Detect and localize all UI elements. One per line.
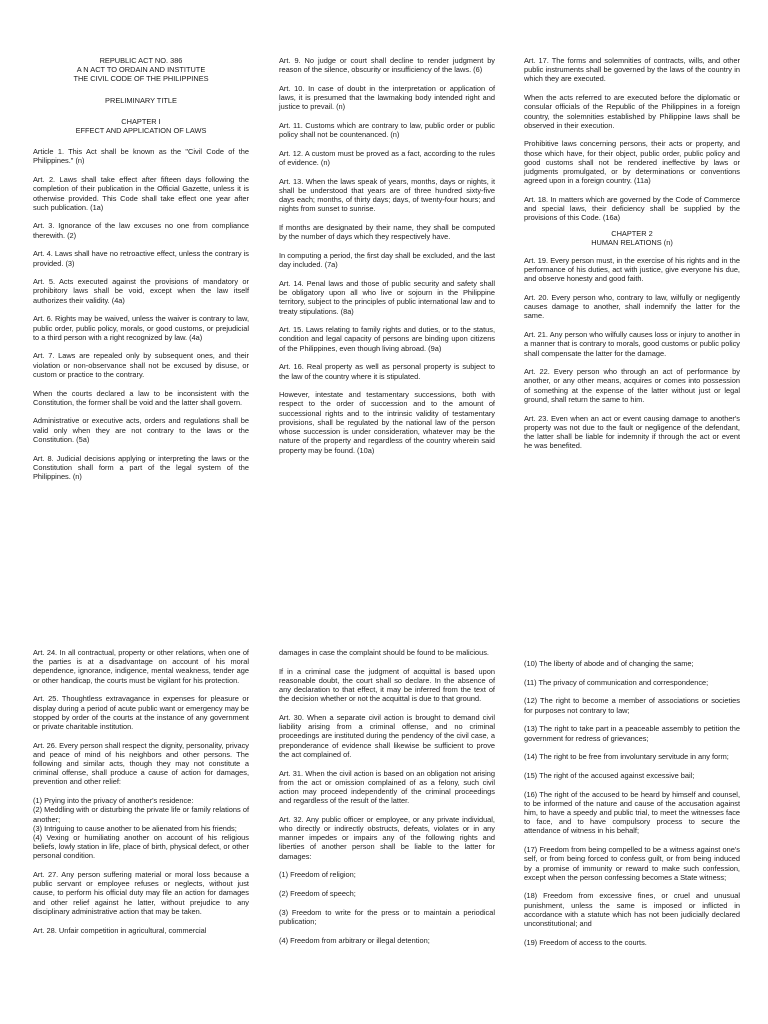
list-item: (12) The right to become a member of associations or societies for purposes not contrary to law; bbox=[524, 696, 740, 715]
article-paragraph: Art. 24. In all contractual, property or other relations, when one of the parties is at a disadvantage on account of his moral dependence, ignorance, indigence, mental weakness, tender age or other handicap, the courts must be vigilant for his protection. bbox=[33, 648, 249, 685]
list-item: (4) Vexing or humiliating another on account of his religious beliefs, lowly station in life, place of birth, physical defect, or other personal condition. bbox=[33, 832, 249, 861]
page1-column-3 bbox=[524, 56, 740, 460]
article-paragraph: Art. 13. When the laws speak of years, months, days or nights, it shall be understood that years are of three hundred sixty-five days each; months, of thirty days; days, of twenty-four hours; and nights from sunset to sunrise. bbox=[279, 176, 495, 214]
article-paragraph: Art. 9. No judge or court shall decline to render judgment by reason of the silence, obscurity or insufficiency of the laws. (6) bbox=[279, 56, 495, 75]
list-item: (10) The liberty of abode and of changing the same; bbox=[524, 659, 694, 668]
list-item: (4) Freedom from arbitrary or illegal detention; bbox=[279, 935, 430, 945]
article-paragraph: When the acts referred to are executed before the diplomatic or consular officials of the Republic of the Philippines in a foreign country, the solemnities established by Philippine laws shall be observed in their execution. bbox=[524, 93, 740, 130]
list-item: (1) Prying into the privacy of another's residence: bbox=[33, 796, 194, 806]
chapter-heading: CHAPTER I bbox=[121, 116, 161, 126]
chapter-title: HUMAN RELATIONS (n) bbox=[591, 237, 673, 247]
article-paragraph: damages in case the complaint should be found to be malicious. bbox=[279, 648, 489, 657]
article-paragraph: Article 1. This Act shall be known as the "Civil Code of the Philippines." (n) bbox=[33, 147, 249, 166]
list-item: (13) The right to take part in a peaceable assembly to petition the government for redress of grievances; bbox=[524, 724, 740, 743]
article-paragraph: Art. 6. Rights may be waived, unless the waiver is contrary to law, public order, public policy, morals, or good customs, or prejudicial to a third person with a right recognized by law. (4a) bbox=[33, 314, 249, 342]
list-item: (3) Intriguing to cause another to be alienated from his friends; bbox=[33, 823, 237, 833]
article-paragraph: Art. 31. When the civil action is based on an obligation not arising from the act or omission complained of as a felony, such civil action may proceed independently of the criminal proceedings and regardless of the result of the latter. bbox=[279, 768, 495, 806]
list-item: (16) The right of the accused to be heard by himself and counsel, to be informed of the nature and cause of the accusation against him, to have a speedy and public trial, to meet the witnesses face to face, and to have compulsory process to secure the attendance of witness in his behalf; bbox=[524, 789, 740, 836]
article-paragraph: Art. 19. Every person must, in the exercise of his rights and in the performance of his duties, act with justice, give everyone his due, and observe honesty and good faith. bbox=[524, 255, 740, 284]
list-item: (17) Freedom from being compelled to be a witness against one's self, or from being forced to confess guilt, or from being induced by a promise of immunity or reward to make such confession, except when the person confessing becomes a State witness; bbox=[524, 845, 740, 882]
list-item: (18) Freedom from excessive fines, or cruel and unusual punishment, unless the same is imposed or inflicted in accordance with a statute which has not been judicially declared unconstitutional; and bbox=[524, 891, 740, 929]
article-paragraph: Art. 27. Any person suffering material or moral loss because a public servant or employee refuses or neglects, without just cause, to perform his official duty may file an action for damages and other relief against he latter, without prejudice to any disciplinary administrative action that may be taken. bbox=[33, 870, 249, 916]
list-item: (1) Freedom of religion; bbox=[279, 870, 356, 880]
list-item: (2) Freedom of speech; bbox=[279, 889, 356, 899]
article-paragraph: Art. 16. Real property as well as personal property is subject to the law of the country where it is stipulated. bbox=[279, 362, 495, 381]
page1-column-1 bbox=[33, 56, 249, 491]
article-paragraph: In computing a period, the first day shall be excluded, and the last day included. (7a) bbox=[279, 251, 495, 270]
chapter-heading: CHAPTER 2 bbox=[611, 228, 653, 238]
article-paragraph: Art. 2. Laws shall take effect after fifteen days following the completion of their publication in the Official Gazette, unless it is otherwise provided. This Code shall take effect one year after such publication. (1a) bbox=[33, 175, 249, 212]
article-paragraph: Art. 26. Every person shall respect the dignity, personality, privacy and peace of mind of his neighbors and other persons. The following and similar acts, though they may not constitute a criminal offense, shall produce a cause of action for damages, prevention and other relief: bbox=[33, 740, 249, 787]
article-paragraph: If months are designated by their name, they shall be computed by the number of days which they respectively have. bbox=[279, 223, 495, 242]
chapter-title: EFFECT AND APPLICATION OF LAWS bbox=[75, 126, 207, 136]
article-paragraph: Art. 17. The forms and solemnities of contracts, wills, and other public instruments shall be governed by the laws of the country in which they are executed. bbox=[524, 56, 740, 84]
page2-column-2 bbox=[279, 648, 495, 954]
article-paragraph: Art. 25. Thoughtless extravagance in expenses for pleasure or display during a period of acute public want or emergency may be stopped by order of the courts at the instance of any government or private charitable institution. bbox=[33, 694, 249, 731]
article-paragraph: Administrative or executive acts, orders and regulations shall be valid only when they are not contrary to the laws or the Constitution. (5a) bbox=[33, 416, 249, 444]
article-paragraph: Art. 11. Customs which are contrary to law, public order or public policy shall not be countenanced. (n) bbox=[279, 121, 495, 140]
article-paragraph: Art. 32. Any public officer or employee, or any private individual, who directly or indirectly obstructs, defeats, violates or in any manner impedes or impairs any of the following rights and liberties of another person shall be liable to the latter for damages: bbox=[279, 814, 495, 861]
article-paragraph: Art. 12. A custom must be proved as a fact, according to the rules of evidence. (n) bbox=[279, 148, 495, 168]
article-paragraph: Art. 8. Judicial decisions applying or interpreting the laws or the Constitution shall form a part of the legal system of the Philippines. (n) bbox=[33, 453, 249, 481]
list-item: (3) Freedom to write for the press or to maintain a periodical publication; bbox=[279, 907, 495, 926]
page2-column-3 bbox=[524, 659, 740, 956]
article-paragraph: Art. 5. Acts executed against the provisions of mandatory or prohibitory laws shall be void, except when the law itself authorizes their validity. (4a) bbox=[33, 277, 249, 305]
list-item: (2) Meddling with or disturbing the private life or family relations of another; bbox=[33, 805, 249, 824]
article-paragraph: Art. 14. Penal laws and those of public security and safety shall be obligatory upon all who live or sojourn in the Philippine territory, subject to the principles of public international law and to treaty stipulations. (8a) bbox=[279, 278, 495, 316]
article-paragraph: Art. 22. Every person who through an act of performance by another, or any other means, acquires or comes into possession of something at the expense of the latter without just or legal ground, shall return the same to him. bbox=[524, 367, 740, 404]
article-paragraph: Art. 3. Ignorance of the law excuses no one from compliance therewith. (2) bbox=[33, 221, 249, 240]
act-title-line-2: THE CIVIL CODE OF THE PHILIPPINES bbox=[73, 74, 209, 84]
list-item: (15) The right of the accused against excessive bail; bbox=[524, 770, 695, 780]
preliminary-title: PRELIMINARY TITLE bbox=[105, 95, 177, 105]
article-paragraph: Art. 21. Any person who wilfully causes loss or injury to another in a manner that is contrary to morals, good customs or public policy shall compensate the latter for the damage. bbox=[524, 330, 740, 358]
article-paragraph: Art. 28. Unfair competition in agricultural, commercial bbox=[33, 925, 207, 935]
act-title-line-1: A N ACT TO ORDAIN AND INSTITUTE bbox=[76, 65, 206, 75]
page2-column-1 bbox=[33, 648, 249, 944]
article-paragraph: When the courts declared a law to be inconsistent with the Constitution, the former shall be void and the latter shall govern. bbox=[33, 388, 249, 407]
article-paragraph: Art. 23. Even when an act or event causing damage to another's property was not due to the fault or negligence of the defendant, the latter shall be liable for indemnity if through the act or event he was benefited. bbox=[524, 413, 740, 451]
article-paragraph: Art. 30. When a separate civil action is brought to demand civil liability arising from a criminal offense, and no criminal proceedings are instituted during the pendency of the civil case, a preponderance of evidence shall likewise be sufficient to prove the act complained of. bbox=[279, 713, 495, 759]
article-paragraph: Art. 15. Laws relating to family rights and duties, or to the status, condition and legal capacity of persons are binding upon citizens of the Philippines, even though living abroad. (9a) bbox=[279, 325, 495, 353]
page1-column-2 bbox=[279, 56, 495, 464]
article-paragraph: Art. 4. Laws shall have no retroactive effect, unless the contrary is provided. (3) bbox=[33, 249, 249, 268]
article-paragraph: However, intestate and testamentary successions, both with respect to the order of succession and to the amount of successional rights and to the intrinsic validity of testamentary provisions, shall be regulated by the national law of the person whose succession is under consideration, whatever may be the nature of the property and regardless of the country wherein said property may be found. (10a) bbox=[279, 390, 495, 455]
list-item: (14) The right to be free from involuntary servitude in any form; bbox=[524, 752, 729, 762]
article-paragraph: Art. 10. In case of doubt in the interpretation or application of laws, it is presumed that the lawmaking body intended right and justice to prevail. (n) bbox=[279, 83, 495, 112]
article-paragraph: Prohibitive laws concerning persons, their acts or property, and those which have, for their object, public order, public policy and good customs shall not be rendered ineffective by laws or judgments promulgated, or by determinations or conventions agreed upon in a foreign country. (11a) bbox=[524, 139, 740, 186]
list-item: (11) The privacy of communication and correspondence; bbox=[524, 677, 709, 687]
article-paragraph: Art. 20. Every person who, contrary to law, wilfully or negligently causes damage to another, shall indemnify the latter for the same. bbox=[524, 293, 740, 321]
act-number: REPUBLIC ACT NO. 386 bbox=[99, 56, 183, 65]
article-paragraph: If in a criminal case the judgment of acquittal is based upon reasonable doubt, the court shall so declare. In the absence of any declaration to that effect, it may be inferred from the text of the decision whether or not the acquittal is due to that ground. bbox=[279, 666, 495, 704]
article-paragraph: Art. 18. In matters which are governed by the Code of Commerce and special laws, their deficiency shall be supplied by the provisions of this Code. (16a) bbox=[524, 194, 740, 223]
list-item: (19) Freedom of access to the courts. bbox=[524, 937, 647, 947]
article-paragraph: Art. 7. Laws are repealed only by subsequent ones, and their violation or non-observance shall not be excused by disuse, or custom or practice to the contrary. bbox=[33, 351, 249, 379]
